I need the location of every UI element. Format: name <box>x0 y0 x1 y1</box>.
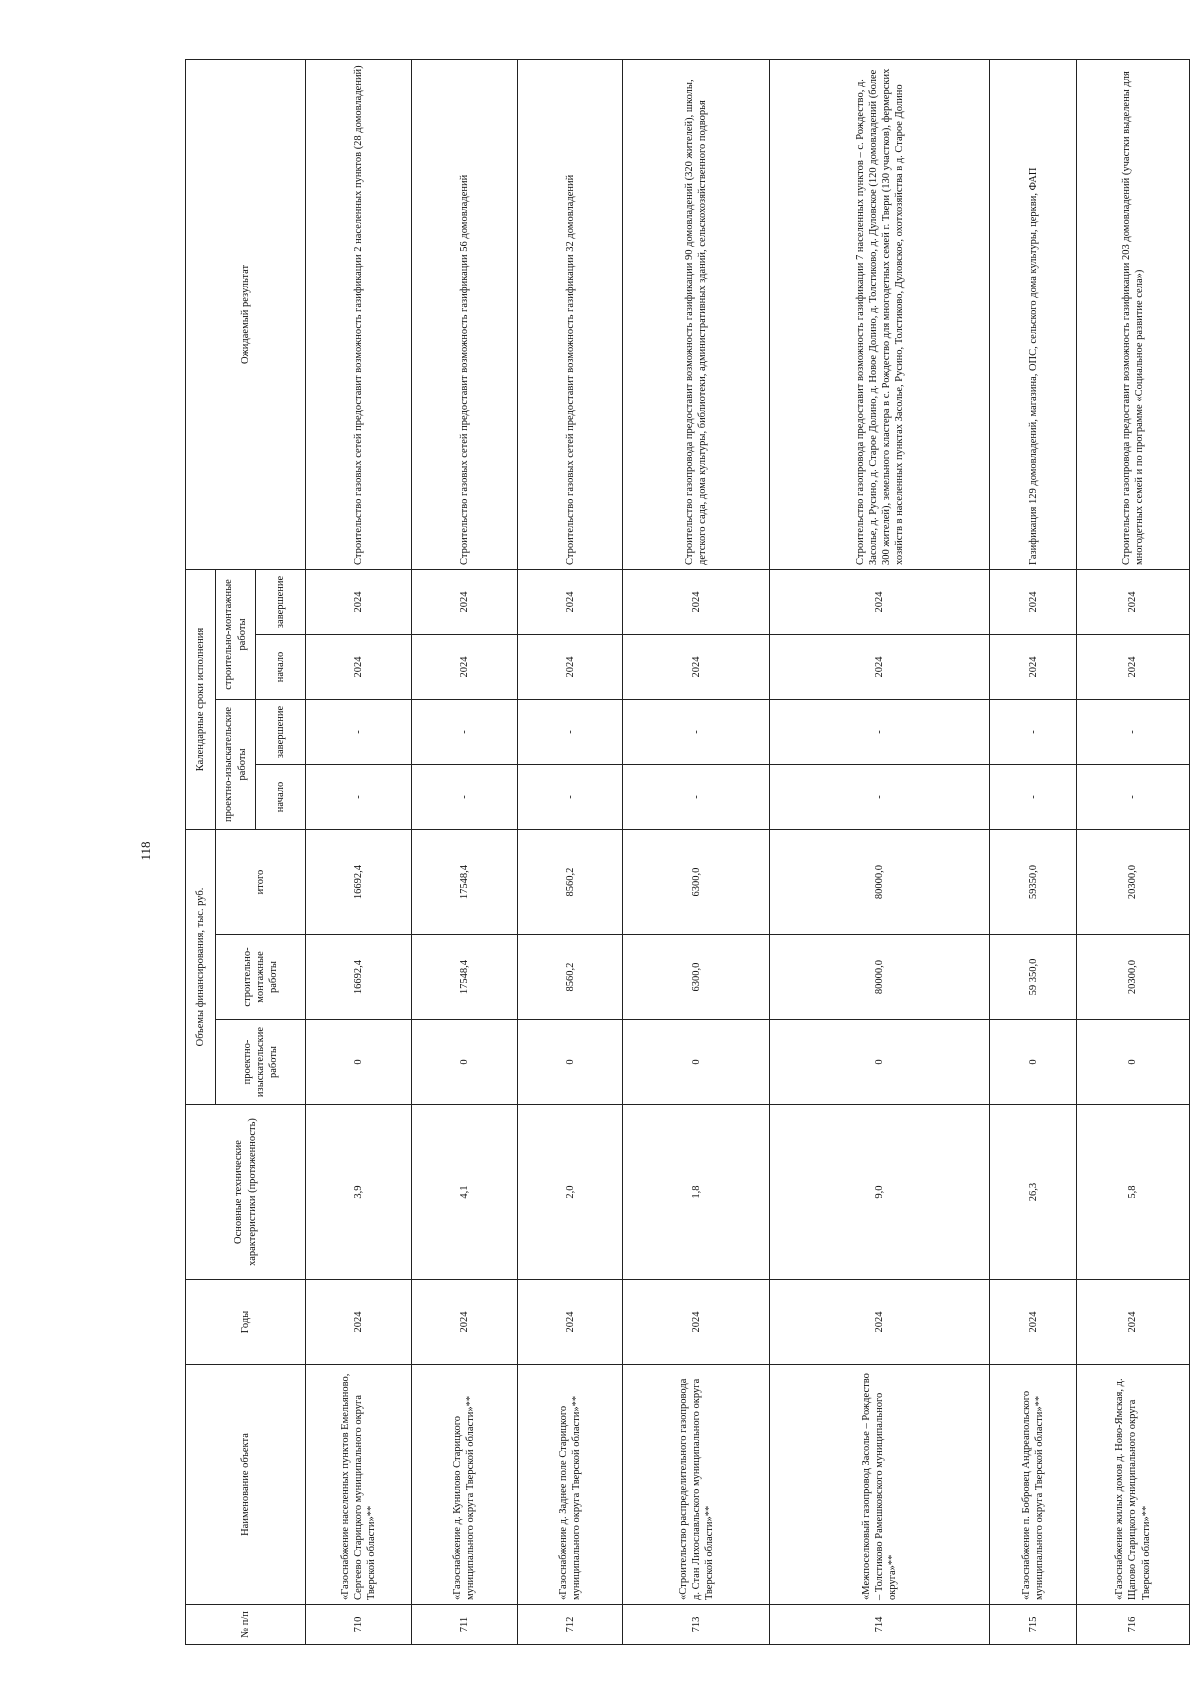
row-fin-smr: 16692,4 <box>306 935 412 1020</box>
header-calendar: Календарные сроки исполнения <box>186 569 216 829</box>
table-row <box>770 59 990 1644</box>
row-pir-start: - <box>517 764 623 829</box>
header-num: № п/п <box>186 1605 306 1645</box>
row-pir-start: - <box>1076 764 1189 829</box>
row-pir-end: - <box>411 699 517 764</box>
row-year: 2024 <box>623 1280 770 1365</box>
row-fin-smr: 80000,0 <box>770 935 990 1020</box>
row-tech: 26,3 <box>990 1105 1077 1280</box>
row-pir-end: - <box>623 699 770 764</box>
row-pir-end: - <box>770 699 990 764</box>
row-fin-total: 20300,0 <box>1076 829 1189 934</box>
row-num: 715 <box>990 1605 1077 1645</box>
row-pir-end: - <box>990 699 1077 764</box>
row-smr-end: 2024 <box>770 569 990 634</box>
row-fin-smr: 17548,4 <box>411 935 517 1020</box>
row-smr-start: 2024 <box>623 634 770 699</box>
row-pir-start: - <box>623 764 770 829</box>
header-name: Наименование объекта <box>186 1365 306 1605</box>
row-result: Газификация 129 домовладений, магазина, ОПС, сельского дома культуры, церкви, ФАП <box>990 59 1077 569</box>
row-fin-total: 17548,4 <box>411 829 517 934</box>
row-year: 2024 <box>306 1280 412 1365</box>
row-tech: 2,0 <box>517 1105 623 1280</box>
row-pir-start: - <box>306 764 412 829</box>
row-tech: 9,0 <box>770 1105 990 1280</box>
row-year: 2024 <box>517 1280 623 1365</box>
row-fin-total: 80000,0 <box>770 829 990 934</box>
row-smr-start: 2024 <box>770 634 990 699</box>
row-name: «Газоснабжение д. Заднее поле Старицкого муниципального округа Тверской области»** <box>517 1365 623 1605</box>
row-year: 2024 <box>770 1280 990 1365</box>
header-smr-end: завершение <box>256 569 306 634</box>
header-years: Годы <box>186 1280 306 1365</box>
row-fin-smr: 59 350,0 <box>990 935 1077 1020</box>
header-fin-smr: строительно-монтажные работы <box>216 935 306 1020</box>
row-pir-start: - <box>770 764 990 829</box>
row-year: 2024 <box>411 1280 517 1365</box>
row-fin-pir: 0 <box>770 1020 990 1105</box>
row-year: 2024 <box>990 1280 1077 1365</box>
row-pir-end: - <box>306 699 412 764</box>
row-pir-end: - <box>1076 699 1189 764</box>
row-result: Строительство газовых сетей предоставит возможность газификации 56 домовладений <box>411 59 517 569</box>
table-row <box>990 59 1077 1644</box>
row-fin-pir: 0 <box>990 1020 1077 1105</box>
table-row <box>623 59 770 1644</box>
row-smr-start: 2024 <box>517 634 623 699</box>
row-pir-start: - <box>411 764 517 829</box>
row-smr-start: 2024 <box>306 634 412 699</box>
row-num: 711 <box>411 1605 517 1645</box>
row-fin-pir: 0 <box>1076 1020 1189 1105</box>
row-name: «Газоснабжение п. Бобровец Андреапольского муниципального округа Тверской области»** <box>990 1365 1077 1605</box>
rotated-page <box>185 60 1190 1645</box>
row-year: 2024 <box>1076 1280 1189 1365</box>
row-tech: 1,8 <box>623 1105 770 1280</box>
row-fin-pir: 0 <box>517 1020 623 1105</box>
header-tech: Основные технические характеристики (протяженность) <box>186 1105 306 1280</box>
header-cal-smr: строительно-монтажные работы <box>216 569 256 699</box>
row-smr-end: 2024 <box>306 569 412 634</box>
row-fin-total: 6300,0 <box>623 829 770 934</box>
row-fin-smr: 6300,0 <box>623 935 770 1020</box>
table-row <box>517 59 623 1644</box>
row-smr-end: 2024 <box>517 569 623 634</box>
header-pir-start: начало <box>256 764 306 829</box>
row-smr-end: 2024 <box>1076 569 1189 634</box>
row-fin-pir: 0 <box>306 1020 412 1105</box>
row-result: Строительство газовых сетей предоставит возможность газификации 32 домовладений <box>517 59 623 569</box>
row-fin-total: 16692,4 <box>306 829 412 934</box>
row-num: 714 <box>770 1605 990 1645</box>
header-cal-pir: проектно-изыскательские работы <box>216 699 256 829</box>
row-fin-smr: 20300,0 <box>1076 935 1189 1020</box>
header-smr-start: начало <box>256 634 306 699</box>
row-name: «Газоснабжение д. Кунилово Старицкого муниципального округа Тверской области»** <box>411 1365 517 1605</box>
row-fin-pir: 0 <box>623 1020 770 1105</box>
header-pir-end: завершение <box>256 699 306 764</box>
table-row <box>1076 59 1189 1644</box>
row-fin-total: 59350,0 <box>990 829 1077 934</box>
row-result: Строительство газопровода предоставит возможность газификации 90 домовладений (320 жителей), школы, детского сада, дома культуры, библиотеки, административных зданий, сельскохозяйственного подворья <box>623 59 770 569</box>
row-smr-start: 2024 <box>411 634 517 699</box>
gas-objects-table <box>185 59 1190 1645</box>
row-num: 710 <box>306 1605 412 1645</box>
row-name: «Газоснабжение жилых домов д. Ново-Ямская, д. Щапово Старицкого муниципального округа Тверской области»** <box>1076 1365 1189 1605</box>
row-num: 716 <box>1076 1605 1189 1645</box>
row-fin-smr: 8560,2 <box>517 935 623 1020</box>
row-smr-start: 2024 <box>990 634 1077 699</box>
header-fin-pir: проектно-изыскательские работы <box>216 1020 306 1105</box>
row-smr-start: 2024 <box>1076 634 1189 699</box>
row-pir-end: - <box>517 699 623 764</box>
row-result: Строительство газопровода предоставит возможность газификации 7 населенных пунктов – с. Рождество, д. Засолье, д. Русино, д. Старое Долино, д. Новое Долино, д. Толстиково, д. Дуловское (120 домовладений (более 300 жителей), земельного кластера в с. Рождество для многодетных семей г. Твери (130 участков), фермерских хозяйств в населенных пунктах Засолье, Русино, Толстиково, Дуловское, охотхозяйства в д. Старое Долино <box>770 59 990 569</box>
row-name: «Газоснабжение населенных пунктов Емельяново, Сергеево Старицкого муниципального округа Тверской области»** <box>306 1365 412 1605</box>
header-result: Ожидаемый результат <box>186 59 306 569</box>
row-result: Строительство газопровода предоставит возможность газификации 203 домовладений (участки выделены для многодетных семей и по программе «Социальное развитие села») <box>1076 59 1189 569</box>
row-smr-end: 2024 <box>623 569 770 634</box>
row-num: 712 <box>517 1605 623 1645</box>
row-tech: 5,8 <box>1076 1105 1189 1280</box>
row-name: «Строительство распределительного газопровода д. Стан Лихославльского муниципального округа Тверской области»** <box>623 1365 770 1605</box>
row-smr-end: 2024 <box>411 569 517 634</box>
row-fin-total: 8560,2 <box>517 829 623 934</box>
row-smr-end: 2024 <box>990 569 1077 634</box>
row-fin-pir: 0 <box>411 1020 517 1105</box>
row-tech: 3,9 <box>306 1105 412 1280</box>
table-row <box>306 59 412 1644</box>
header-fin-total: итого <box>216 829 306 934</box>
header-finance: Объемы финансирования, тыс. руб. <box>186 829 216 1104</box>
row-pir-start: - <box>990 764 1077 829</box>
table-row <box>411 59 517 1644</box>
page-number: 118 <box>138 841 153 861</box>
row-num: 713 <box>623 1605 770 1645</box>
row-result: Строительство газовых сетей предоставит возможность газификации 2 населенных пунктов (28 домовладений) <box>306 59 412 569</box>
row-name: «Межпоселковый газопровод Засолье – Рождество – Толстиково Рамешковского муниципального округа»** <box>770 1365 990 1605</box>
row-tech: 4,1 <box>411 1105 517 1280</box>
